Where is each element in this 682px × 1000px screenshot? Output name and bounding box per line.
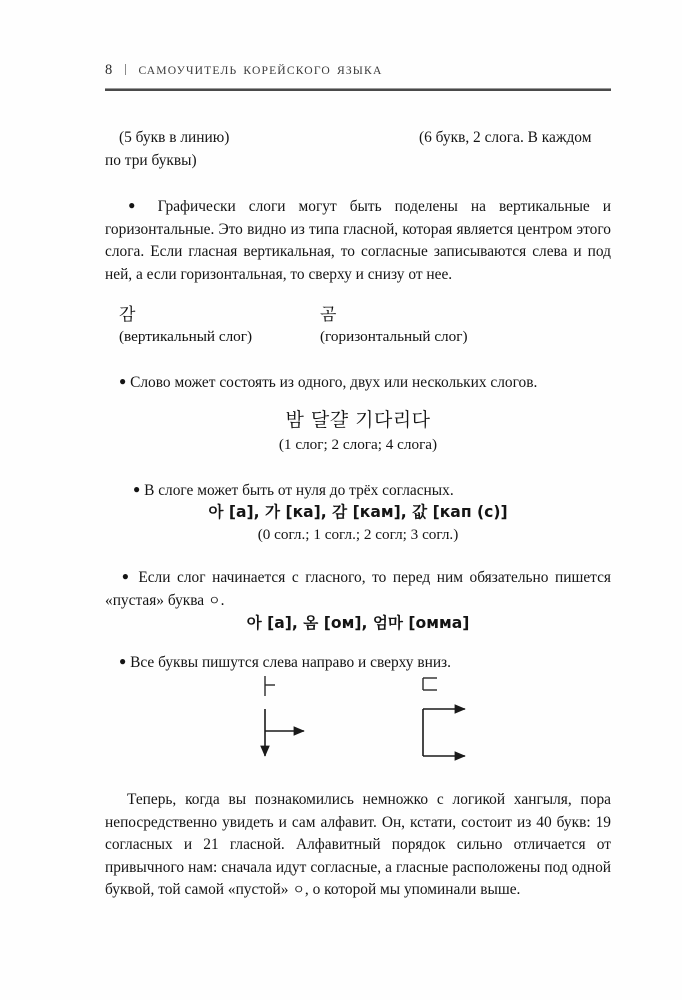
empty-letter-example	[105, 612, 611, 635]
bullet-paragraph-3	[105, 480, 611, 503]
page-number: 8	[105, 62, 113, 78]
examples-vertical-horizontal	[105, 305, 611, 347]
korean-translit-line: 아 [а], 옴 [ом], 엄마 [омма]	[246, 614, 470, 632]
bullet-marker: ●	[119, 568, 132, 583]
example-caption: (горизонтальный слог)	[320, 328, 468, 345]
caption-left: (5 букв в линию)	[119, 129, 230, 146]
caption-text: (1 слог; 2 слога; 4 слога)	[278, 436, 438, 453]
empty-letter-glyph-icon: ㅇ	[208, 593, 221, 609]
korean-example-line: 밤 달걀 기다리다	[285, 409, 431, 431]
bullet-paragraph-4-tail: .	[220, 591, 225, 609]
stroke-group-vertical-vowel	[265, 676, 304, 756]
caption-right: (6 букв, 2 слога. В каждом по три буквы)	[105, 129, 592, 169]
bullet-paragraph-4	[105, 567, 611, 613]
example-vertical-syllable	[105, 305, 320, 347]
example-horizontal-syllable	[320, 305, 600, 347]
caption-pair-top	[105, 127, 611, 172]
bullet-marker: ●	[119, 197, 145, 212]
vertical-bar-icon	[125, 64, 126, 75]
bullet-marker: ●	[119, 373, 127, 388]
closing-paragraph	[105, 789, 611, 903]
bullet-marker: ●	[133, 481, 141, 496]
consonant-count-example	[105, 501, 611, 524]
stroke-order-diagram	[105, 672, 611, 772]
running-head	[105, 62, 610, 79]
bullet-paragraph-3-text: В слоге может быть от нуля до трёх согласных.	[144, 482, 454, 499]
running-head-title: САМОУЧИТЕЛЬ КОРЕЙСКОГО ЯЗЫКА	[138, 64, 383, 77]
bullet-paragraph-2	[105, 372, 611, 395]
bullet-paragraph-1-text: Графически слоги могут быть поделены на вертикальные и горизонтальные. Это видно из типа гласной, которая является центром этого слога. Если гласная вертикальная, то согласные записываются слева и под ней, а если горизонтальная, то сверху и снизу от нее.	[105, 198, 611, 283]
bullet-marker: ●	[119, 653, 127, 668]
bullet-paragraph-2-text: Слово может состоять из одного, двух или нескольких слогов.	[130, 374, 538, 391]
stroke-group-consonant	[423, 678, 465, 756]
bullet-paragraph-5-text: Все буквы пишутся слева направо и сверху вниз.	[130, 654, 451, 671]
consonant-count-caption	[105, 524, 611, 546]
bullet-paragraph-4-text: Если слог начинается с гласного, то перед ним обязательно пишется «пустая» буква	[105, 569, 612, 609]
empty-letter-glyph-icon: ㅇ	[292, 883, 305, 899]
closing-paragraph-tail: , о которой мы упоминали выше.	[304, 881, 521, 899]
korean-translit-line: 아 [а], 가 [ка], 감 [кам], 값 [кап (с)]	[208, 503, 508, 521]
korean-glyph: 감	[119, 305, 136, 325]
syllable-count-caption	[105, 434, 611, 456]
caption-text: (0 согл.; 1 согл.; 2 согл; 3 согл.)	[257, 526, 459, 543]
korean-glyph: 곰	[320, 305, 337, 325]
closing-paragraph-text: Теперь, когда вы познакомились немножко с логикой хангыля, пора непосредственно увидеть и сам алфавит. Он, кстати, состоит из 40 букв: 19 согласных и 21 гласной. Алфавитный порядок сильно отличается от привычного нам: сначала идут согласные, а гласные расположены под одной буквой, той самой «пустой»	[105, 791, 611, 899]
syllable-count-korean	[105, 409, 611, 433]
example-caption: (вертикальный слог)	[119, 328, 253, 345]
bullet-paragraph-1	[105, 196, 611, 286]
header-rule	[105, 88, 611, 91]
